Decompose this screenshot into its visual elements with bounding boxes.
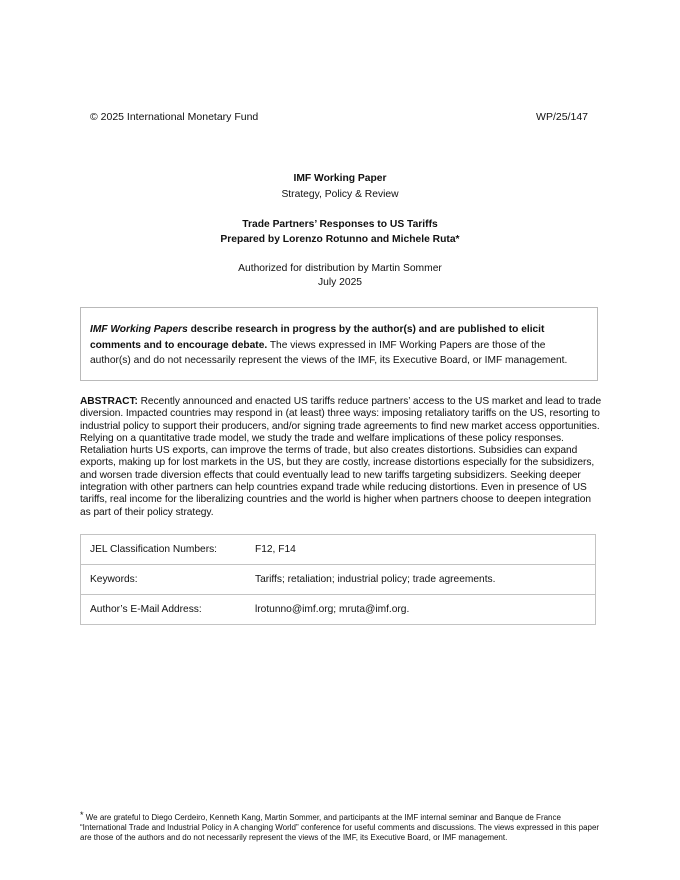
email-value: lrotunno@imf.org; mruta@imf.org. (255, 595, 596, 625)
footnote (80, 810, 602, 843)
footnote-text: We are grateful to Diego Cerdeiro, Kenneth Kang, Martin Sommer, and participants at the IMF internal seminar and Banque de France “International Trade and Industrial Policy in A changing World” conference for useful comments and discussions. The views expressed in this paper are those of the authors and do not necessarily represent the views of the IMF, its Executive Board, or IMF management. (80, 813, 600, 843)
disclaimer-box (80, 307, 598, 381)
notice-lead: IMF Working Papers (90, 324, 188, 335)
publication-date: July 2025 (317, 277, 363, 288)
keywords-label: Keywords: (81, 565, 256, 595)
paper-title: Trade Partners’ Responses to US Tariffs (242, 219, 438, 230)
notice-bold-text: describe research in progress by the author(s) and are published to elicit comments and to encourage debate. (90, 324, 545, 351)
keywords-value: Tariffs; retaliation; industrial policy; trade agreements. (255, 565, 596, 595)
abstract-text: Recently announced and enacted US tariffs reduce partners’ access to the US market and lead to trade diversion. Impacted countries may respond in (at least) three ways: imposing retaliatory tariffs on the US, resorting to industrial policy to support their producers, and/or signing trade agreements to find new market access opportunities. Relying on a quantitative trade model, we study the trade and welfare implications of these policy responses. Retaliation hurts US exports, can improve the terms of trade, but also creates distortions. Subsidies can expand exports, making up for lost markets in the US, but they are costly, increase distortions especially for the subsidizers, and worsen trade diversion effects that could eventually lead to new tariffs targeting subsidizers. Seeking deeper integration with other partners can help countries expand trade while reducing distortions. Even in presence of US tariffs, real income for the liberalizing countries and the world is higher when partners choose to deepen integration as part of their policy strategy. (80, 396, 602, 518)
authorized-by: Authorized for distribution by Martin Sommer (238, 263, 442, 274)
department: Strategy, Policy & Review (281, 189, 399, 200)
footnote-marker: * (80, 810, 84, 820)
table-row (81, 535, 596, 565)
copyright-notice: © 2025 International Monetary Fund (90, 111, 259, 123)
series-title: IMF Working Paper (293, 173, 387, 184)
table-row (81, 595, 596, 625)
working-paper-number: WP/25/147 (536, 111, 588, 123)
table-row (81, 565, 596, 595)
jel-label: JEL Classification Numbers: (81, 535, 256, 565)
authors: Prepared by Lorenzo Rotunno and Michele Ruta* (220, 234, 460, 245)
email-label: Author’s E-Mail Address: (81, 595, 256, 625)
abstract (80, 396, 602, 519)
notice-text: The views expressed in IMF Working Papers are those of the author(s) and do not necessarily represent the views of the IMF, its Executive Board, or IMF management. (90, 339, 568, 366)
abstract-label: ABSTRACT: (80, 396, 138, 407)
metadata-table (80, 534, 596, 625)
jel-value: F12, F14 (255, 535, 596, 565)
